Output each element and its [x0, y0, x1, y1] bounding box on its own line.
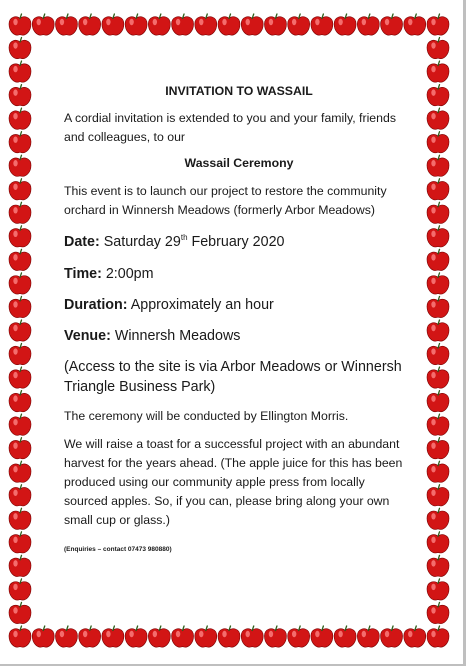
invitation-title: INVITATION TO WASSAIL — [165, 84, 313, 98]
duration-value: Approximately an hour — [130, 297, 274, 313]
invitation-body — [64, 82, 404, 559]
date-label: Date: — [64, 234, 100, 250]
date-line — [64, 232, 404, 252]
access-note: (Access to the site is via Arbor Meadows or Winnersh Triangle Business Park) — [64, 359, 402, 395]
intro-paragraph: A cordial invitation is extended to you and your family, friends and colleagues, to our — [64, 111, 396, 144]
date-value: Saturday 29th February 2020 — [103, 233, 285, 250]
duration-line — [64, 295, 404, 315]
time-label: Time: — [64, 266, 102, 282]
toast-note: We will raise a toast for a successful project with an abundant harvest for the years ahead. (The apple juice for this has been produced using our community apple press from locally sourced apples. So, if you can, please bring along your own small cup or glass.) — [64, 437, 403, 527]
enquiries-contact: (Enquiries – contact 07473 980880) — [64, 546, 172, 553]
time-line — [64, 264, 404, 284]
duration-label: Duration: — [64, 297, 128, 313]
purpose-paragraph: This event is to launch our project to restore the community orchard in Winnersh Meadows (formerly Arbor Meadows) — [64, 184, 387, 217]
venue-value: Winnersh Meadows — [114, 328, 241, 344]
ceremony-name: Wassail Ceremony — [184, 156, 294, 170]
time-value: 2:00pm — [105, 266, 154, 282]
venue-line — [64, 326, 404, 346]
conductor-note: The ceremony will be conducted by Ellington Morris. — [64, 409, 349, 423]
venue-label: Venue: — [64, 328, 111, 344]
